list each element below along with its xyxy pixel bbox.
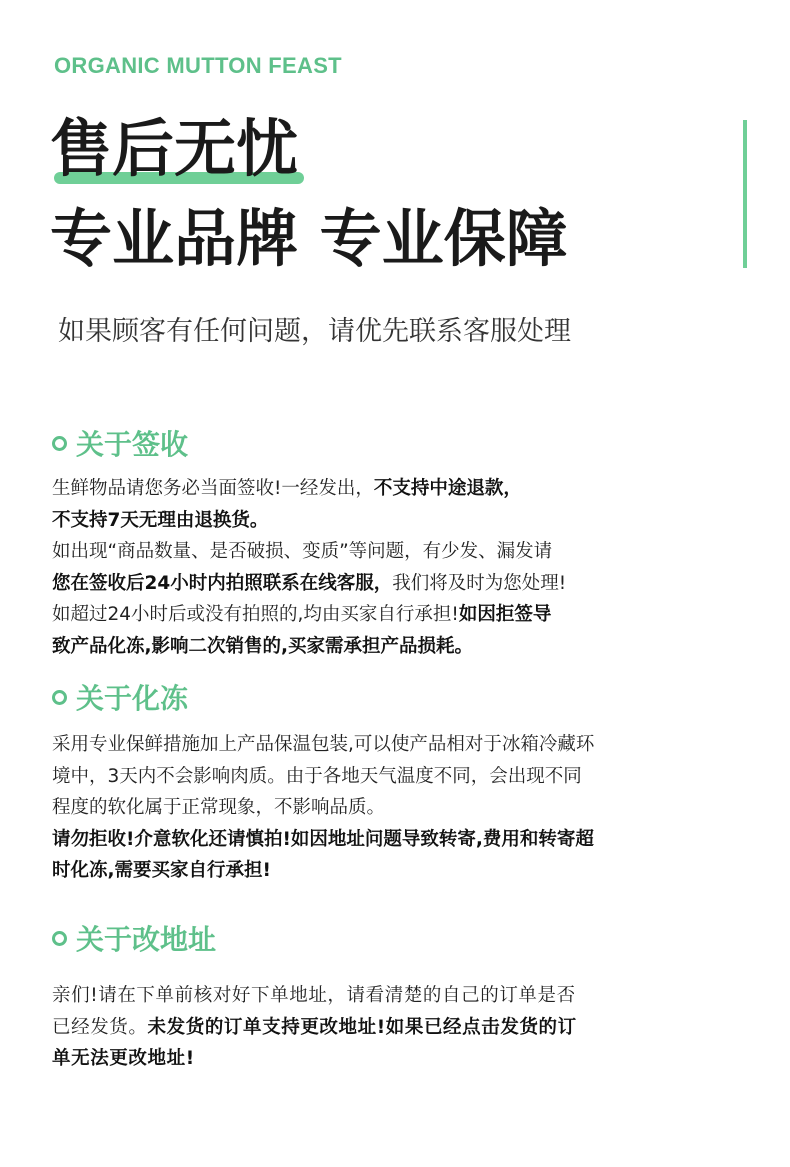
body-line <box>52 824 692 856</box>
page-title: 售后无忧 <box>50 112 299 185</box>
body-line <box>52 536 692 568</box>
body-text: 采用专业保鲜措施加上产品保温包装,可以使产品相对于冰箱冷藏环 <box>52 734 595 755</box>
body-text: 如出现“商品数量、是否破损、变质”等问题，有少发、漏发请 <box>52 541 553 562</box>
body-line <box>52 792 692 824</box>
body-line <box>52 1043 692 1075</box>
section-body <box>52 980 692 1075</box>
body-line <box>52 599 692 631</box>
page-subtitle: 如果顾客有任何问题，请优先联系客服处理 <box>58 316 571 347</box>
body-text: 已经发货。 <box>52 1016 148 1038</box>
body-text: 亲们!请在下单前核对好下单地址，请看清楚的自己的订单是否 <box>52 985 576 1006</box>
body-text-bold: 您在签收后24小时内拍照联系在线客服， <box>52 572 393 594</box>
circle-icon <box>52 690 67 705</box>
title-line1-wrap <box>50 112 298 192</box>
body-text: 如超过24小时后或没有拍照的,均由买家自行承担! <box>52 604 459 625</box>
body-line <box>52 1012 692 1044</box>
body-text-bold: 不支持7天无理由退换货。 <box>52 509 269 531</box>
body-line <box>52 473 692 505</box>
section-address-change <box>52 916 692 1075</box>
body-text-bold: 请勿拒收!介意软化还请慎拍!如因地址问题导致转寄,费用和转寄超 <box>52 828 594 850</box>
body-text-bold: 致产品化冻,影响二次销售的,买家需承担产品损耗。 <box>52 635 474 657</box>
body-line <box>52 505 692 537</box>
body-text: 我们将及时为您处理! <box>392 572 567 594</box>
page-title-secondary: 专业品牌 专业保障 <box>50 202 568 275</box>
body-line <box>52 855 692 887</box>
section-header <box>52 675 692 719</box>
section-header <box>52 421 692 465</box>
body-text: 生鲜物品请您务必当面签收!一经发出， <box>52 478 374 499</box>
section-title: 关于化冻 <box>76 682 189 715</box>
body-text-bold: 时化冻,需要买家自行承担! <box>52 860 271 881</box>
body-text: 程度的软化属于正常现象，不影响品质。 <box>52 797 386 818</box>
section-header <box>52 916 692 960</box>
section-body <box>52 473 692 662</box>
body-text-bold: 如因拒签导 <box>458 604 552 625</box>
body-text-bold: 未发货的订单支持更改地址!如果已经点击发货的订 <box>147 1016 577 1038</box>
section-title: 关于改地址 <box>76 923 217 956</box>
body-line <box>52 568 692 600</box>
section-thawing <box>52 675 692 887</box>
body-line <box>52 761 692 793</box>
body-line <box>52 631 692 663</box>
section-body <box>52 729 692 887</box>
section-signing <box>52 421 692 662</box>
circle-icon <box>52 931 67 946</box>
body-text-bold: 不支持中途退款， <box>373 478 522 499</box>
circle-icon <box>52 436 67 451</box>
section-title: 关于签收 <box>76 428 189 461</box>
accent-divider <box>743 120 747 268</box>
body-text-bold: 单无法更改地址! <box>52 1048 195 1069</box>
brand-label: ORGANIC MUTTON FEAST <box>54 53 342 78</box>
body-text: 境中，3天内不会影响肉质。由于各地天气温度不同，会出现不同 <box>52 765 582 787</box>
body-line <box>52 729 692 761</box>
body-line <box>52 980 692 1012</box>
